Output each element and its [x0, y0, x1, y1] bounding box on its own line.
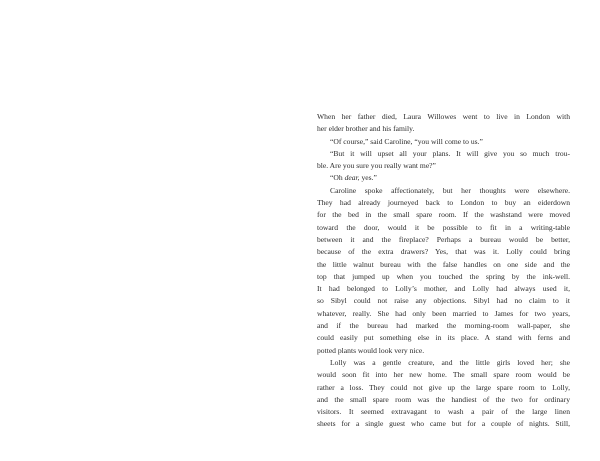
- text-line: sheets for a single guest who came but for a couple of nights. Still,: [317, 419, 570, 429]
- text-fragment: “Oh: [330, 173, 345, 183]
- text-line: and if the bureau had marked the morning-room wall-paper, she: [317, 321, 570, 331]
- text-line: whatever, really. She had only been married to James for two years,: [317, 308, 570, 318]
- text-line: would soon fit into her new home. The small spare room would be: [317, 370, 570, 380]
- text-line: her elder brother and his family.: [317, 124, 415, 134]
- text-line: top that jumped up when you touched the spring by the ink-well.: [317, 271, 570, 281]
- text-line: so Sibyl could not raise any objections. Sibyl had no claim to it: [317, 296, 570, 306]
- text-line: could easily put something else in its place. A stand with ferns and: [317, 333, 570, 343]
- text-line: [317, 172, 570, 184]
- text-fragment: yes.”: [359, 173, 377, 183]
- text-line: Caroline spoke affectionately, but her thoughts were elsewhere.: [330, 185, 570, 195]
- text-line: They had already journeyed back to London to buy an eiderdown: [317, 198, 570, 208]
- text-line: ble. Are you sure you really want me?”: [317, 161, 436, 171]
- emphasized-word: dear,: [344, 173, 360, 183]
- text-line: and the small spare room was the handiest of the two for ordinary: [317, 394, 570, 404]
- text-line: “Of course,” said Caroline, “you will come to us.”: [330, 136, 483, 146]
- text-line: because of the extra drawers? Yes, that was it. Lolly could bring: [317, 247, 570, 257]
- text-line: “But it will upset all your plans. It will give you so much trou-: [330, 148, 570, 158]
- text-line: It had belonged to Lolly’s mother, and Lolly had always used it,: [317, 284, 570, 294]
- text-line: visitors. It seemed extravagant to wash a pair of the large linen: [317, 407, 570, 417]
- text-line: for the bed in the small spare room. If the washstand were moved: [317, 210, 570, 220]
- text-line: the little walnut bureau with the false handles on one side and the: [317, 259, 570, 269]
- text-line: potted plants would look very nice.: [317, 345, 425, 355]
- text-line: When her father died, Laura Willowes went to live in London with: [317, 112, 570, 121]
- text-line: toward the door, would it be possible to fit in a writing-table: [317, 222, 570, 232]
- text-line: rather a loss. They could not give up the large spare room to Lolly,: [317, 382, 570, 392]
- text-line: Lolly was a gentle creature, and the little girls loved her; she: [330, 357, 570, 367]
- body-text: [317, 111, 570, 431]
- text-line: between it and the fireplace? Perhaps a bureau would be better,: [317, 234, 570, 244]
